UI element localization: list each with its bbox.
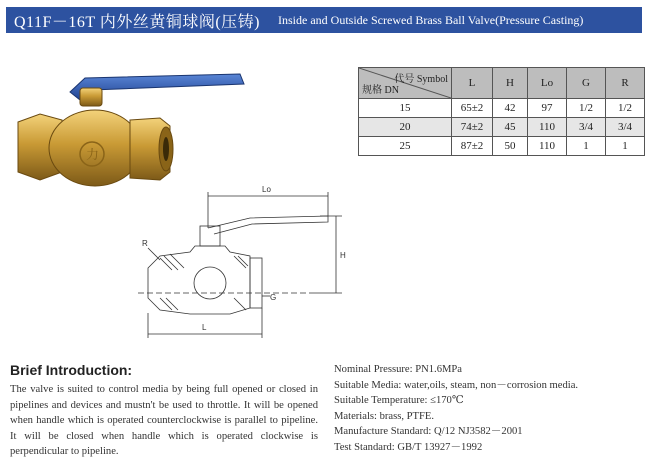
cell-l: 74±2 bbox=[452, 118, 493, 137]
table-row bbox=[359, 99, 645, 118]
col-header-h: H bbox=[493, 68, 528, 99]
cell-l: 65±2 bbox=[452, 99, 493, 118]
title-banner bbox=[6, 7, 642, 33]
table-corner-header bbox=[359, 68, 452, 99]
drawing-label-lo: Lo bbox=[262, 185, 271, 194]
technical-drawing bbox=[120, 178, 350, 348]
col-header-lo: Lo bbox=[528, 68, 567, 99]
cell-h: 42 bbox=[493, 99, 528, 118]
cell-lo: 110 bbox=[528, 118, 567, 137]
spec-list bbox=[334, 362, 644, 455]
cell-dn: 20 bbox=[359, 118, 452, 137]
nominal-pressure: Nominal Pressure: PN1.6MPa bbox=[334, 364, 463, 375]
col-header-r: R bbox=[606, 68, 645, 99]
col-header-l: L bbox=[452, 68, 493, 99]
cell-dn: 15 bbox=[359, 99, 452, 118]
table-row bbox=[359, 137, 645, 156]
symbol-header: 代号 Symbol bbox=[394, 74, 448, 85]
cell-g: 3/4 bbox=[567, 118, 606, 137]
drawing-label-l: L bbox=[202, 323, 207, 332]
brief-text: The valve is suited to control media by being full opened or closed in pipelines and devices and mustn't be used to throttle. It will be opened when handle which is operated counterclockwise is parallel to pipeline. It will be closed when handle which is operated clockwise is perpendicular to pipeline. bbox=[10, 384, 318, 457]
drawing-label-r: R bbox=[142, 239, 148, 248]
col-header-g: G bbox=[567, 68, 606, 99]
drawing-label-h: H bbox=[340, 251, 346, 260]
cell-lo: 110 bbox=[528, 137, 567, 156]
table-row bbox=[359, 118, 645, 137]
brief-title: Brief Introduction: bbox=[10, 362, 133, 378]
cell-l: 87±2 bbox=[452, 137, 493, 156]
cell-g: 1/2 bbox=[567, 99, 606, 118]
materials: Materials: brass, PTFE. bbox=[334, 410, 435, 422]
cell-r: 3/4 bbox=[606, 118, 645, 137]
english-title: Inside and Outside Screwed Brass Ball Valve(Pressure Casting) bbox=[278, 12, 584, 27]
model-title: Q11F－16T 内外丝黄铜球阀(压铸) bbox=[14, 13, 261, 31]
cell-dn: 25 bbox=[359, 137, 452, 156]
drawing-label-g: G bbox=[270, 293, 277, 302]
test-standard: Test Standard: GB/T 13927－1992 bbox=[334, 441, 483, 453]
cell-h: 50 bbox=[493, 137, 528, 156]
cell-h: 45 bbox=[493, 118, 528, 137]
dn-header: 规格 DN bbox=[362, 85, 399, 96]
spec-table bbox=[358, 67, 645, 156]
cell-r: 1/2 bbox=[606, 99, 645, 118]
cell-lo: 97 bbox=[528, 99, 567, 118]
suitable-media: Suitable Media: water,oils, steam, non－corrosion media. bbox=[334, 379, 579, 391]
manufacture-standard: Manufacture Standard: Q/12 NJ3582－2001 bbox=[334, 426, 523, 437]
cell-r: 1 bbox=[606, 137, 645, 156]
cell-g: 1 bbox=[567, 137, 606, 156]
suitable-temperature: Suitable Temperature: ≤170℃ bbox=[334, 395, 464, 406]
valve-photo bbox=[10, 62, 255, 192]
svg-text:力: 力 bbox=[86, 148, 100, 163]
